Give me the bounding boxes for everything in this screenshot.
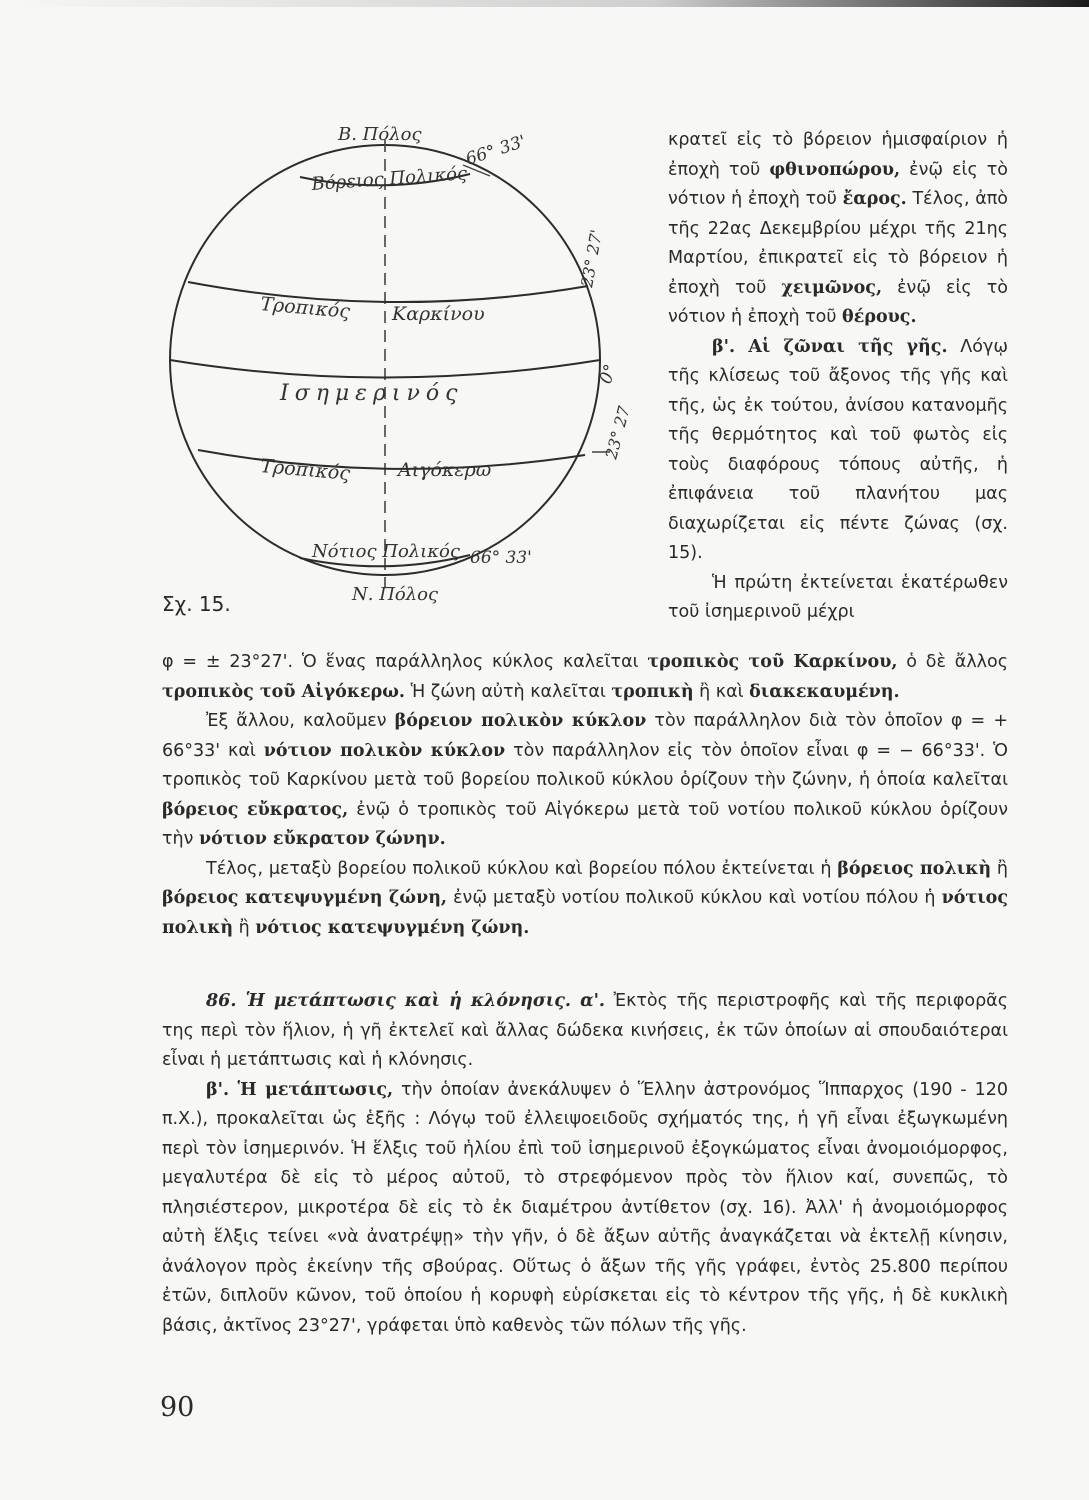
text-run: Ἐξ ἄλλου, καλοῦμεν [206, 711, 395, 731]
main-body-text [162, 648, 1008, 1341]
figure-15-globe-zones [140, 110, 660, 630]
text-run: ἢ καὶ [693, 681, 750, 702]
text-run: τὸν παράλληλον διὰ τὸν ὁποῖον φ = + 66°33' καὶ [162, 711, 1008, 761]
text-run: ἐνῷ εἰς τὸ νότιον ἡ ἐποχὴ τοῦ [668, 277, 1008, 327]
label-angle-0: 0° [595, 361, 622, 387]
paragraph-seasons [668, 126, 1008, 333]
label-angle-6633-bottom: 66° 33' [470, 548, 532, 568]
bold-term: βόρειος πολικὴ [837, 858, 992, 879]
label-south-pole: Ν. Πόλος [352, 584, 439, 605]
label-north-pole: Β. Πόλος [338, 124, 422, 145]
label-equator: Ισημερινός [280, 381, 464, 406]
paragraph-zones-intro [668, 333, 1008, 569]
text-run: ὁ δὲ ἄλλος [897, 652, 1009, 672]
bold-term: βόρειον πολικὸν κύκλον [394, 711, 647, 731]
text-run: Τέλος, ἀπὸ τῆς 22ας Δεκεμβρίου μέχρι τῆς 21ης Μαρτίου, ἐπικρατεῖ εἰς τὸ βόρειον ἡ ἐποχὴ τοῦ [668, 189, 1008, 298]
bold-term: ἔαρος. [842, 189, 907, 209]
label-tropic-capricorn-2: Αιγόκερω [398, 459, 492, 481]
bold-term: νότιον πολικὸν κύκλον [263, 740, 506, 761]
paragraph-first-zone-start: Ἡ πρώτη ἐκτείνεται ἑκατέρωθεν τοῦ ἰσημερινοῦ μέχρι [668, 572, 1008, 622]
label-north-polar: Βόρειος Πολικός [310, 163, 468, 195]
text-run: Τέλος, μεταξὺ βορείου πολικοῦ κύκλου καὶ βορείου πόλου ἐκτείνεται ἡ [206, 858, 838, 879]
bold-term: νότιον εὔκρατον ζώνην. [198, 829, 446, 849]
text-run: Ἡ ζώνη αὐτὴ καλεῖται [405, 681, 612, 702]
text-run: ἐνῷ μεταξὺ νοτίου πολικοῦ κύκλου καὶ νοτίου πόλου ἡ [447, 888, 942, 908]
subsection-heading: β'. Ἡ μετάπτωσις, [206, 1079, 394, 1100]
bold-term: φθινοπώρου, [769, 159, 901, 180]
subsection-heading: β'. Αἱ ζῶναι τῆς γῆς. [712, 336, 948, 357]
label-tropic-cancer-1: Τροπικός [259, 293, 351, 323]
paragraph-polar-zones [162, 855, 1008, 944]
paragraph-precession [162, 1076, 1008, 1342]
text-run: κρατεῖ εἰς τὸ βόρειον ἡμισφαίριον ἡ ἐποχὴ τοῦ [668, 130, 1008, 180]
bold-term: χειμῶνος, [781, 277, 883, 298]
page-number: 90 [160, 1392, 195, 1423]
bold-term: νότιος πολικὴ [162, 888, 1008, 938]
label-tropic-capricorn-1: Τροπικός [259, 455, 351, 485]
text-run: τὴν ὁποίαν ἀνεκάλυψεν ὁ Ἕλλην ἀστρονόμος Ἵππαρχος (190 - 120 π.Χ.), προκαλεῖται ὡς ἑξῆς : Λόγῳ τοῦ ἐλλειψοειδοῦς σχήματός της, ἡ γῆ εἶναι ἐξωγκωμένη περὶ τὸν ἰσημερινόν. Ἡ ἕλξις τοῦ ἡλίου ἐπὶ τοῦ ἰσημερινοῦ ἐξογκώματος εἶναι ἀνομοιόμορφος, μεγαλυτέρα δὲ εἰς τὸ μέρος αὐτοῦ, τὸ στρεφόμενον πρὸς τὸν ἥλιον καί, συνεπῶς, τὸ πλησιέστερον, μικροτέρα δὲ εἰς τὸ ἐκ διαμέτρου ἀντίθετον (σχ. 16). Ἀλλ' ἡ ἀνομοιόμορφος αὐτὴ ἕλξις τείνει «νὰ ἀνατρέψῃ» τὴν γῆν, ὁ δὲ ἄξων αὐτῆς ἀναγκάζεται νὰ ἐκτελῇ κίνησιν, ἀνάλογον πρὸς ἐκείνην τῆς σβούρας. Οὕτως ὁ ἄξων τῆς γῆς γράφει, ἐντὸς 25.800 περίπου ἐτῶν, διπλοῦν κῶνον, τοῦ ὁποίου ἡ κορυφὴ εὑρίσκεται εἰς τὸ κέντρον τῆς γῆς, ἡ δὲ κυκλικὴ βάσις, ἀκτῖνος 23°27', γράφεται ὑπὸ καθενὸς τῶν πόλων τῆς γῆς. [162, 1079, 1008, 1336]
section-heading: 86. Ἡ μετάπτωσις καὶ ἡ κλόνησις. α'. [206, 991, 606, 1011]
section-86 [162, 987, 1008, 1076]
label-angle-2327-bottom: 23° 27 [601, 404, 634, 462]
bold-term: νότιος κατεψυγμένη ζώνη. [255, 917, 530, 938]
label-angle-2327-top: 23° 27' [577, 228, 607, 289]
bold-term: τροπικὸς τοῦ Καρκίνου, [647, 652, 898, 672]
bold-term: τροπικὴ [611, 681, 694, 702]
text-run: τὸν παράλληλον εἰς τὸν ὁποῖον εἶναι φ = − 66°33'. Ὁ τροπικὸς τοῦ Καρκίνου μετὰ τοῦ βορείου πολικοῦ κύκλου ὁρίζουν τὴν ζώνην, ἡ ὁποία καλεῖται [162, 740, 1008, 790]
tropic-of-capricorn [198, 450, 585, 469]
right-column-text [668, 126, 1008, 628]
tropic-of-cancer [188, 282, 588, 302]
bold-term: διακεκαυμένη. [749, 681, 900, 702]
label-tropic-cancer-2: Καρκίνου [392, 303, 485, 325]
text-run: ἢ [233, 917, 256, 938]
text-run: Ἐκτὸς τῆς περιστροφῆς καὶ τῆς περιφορᾶς της περὶ τὸν ἥλιον, ἡ γῆ ἐκτελεῖ καὶ ἄλλας δώδεκα κινήσεις, ἐκ τῶν ὁποίων αἱ σπουδαιότεραι εἶναι ἡ μετάπτωσις καὶ ἡ κλόνησις. [162, 991, 1008, 1070]
globe-diagram [140, 110, 660, 630]
text-run: ἢ [991, 858, 1008, 879]
label-angle-6633-top: 66° 33' [463, 131, 529, 170]
bold-term: θέρους. [842, 307, 917, 327]
scan-edge [0, 0, 1089, 7]
bold-term: βόρειος κατεψυγμένη ζώνη, [162, 888, 448, 908]
paragraph-temperate-zones [162, 707, 1008, 855]
label-south-polar: Νότιος Πολικός [312, 541, 460, 562]
text-run: φ = ± 23°27'. Ὁ ἕνας παράλληλος κύκλος καλεῖται [162, 652, 648, 672]
figure-caption: Σχ. 15. [162, 592, 231, 616]
text-run: ἐνῷ ὁ τροπικὸς τοῦ Αἰγόκερω μετὰ τοῦ νοτίου πολικοῦ κύκλου ὁρίζουν τὴν [162, 799, 1008, 849]
bold-term: βόρειος εὔκρατος, [162, 799, 349, 820]
text-run: ἐνῷ εἰς τὸ νότιον ἡ ἐποχὴ τοῦ [668, 159, 1008, 209]
text-run: Λόγῳ τῆς κλίσεως τοῦ ἄξονος τῆς γῆς καὶ τῆς, ὡς ἐκ τούτου, ἀνίσου κατανομῆς τῆς θερμότητος καὶ τοῦ φωτὸς εἰς τοὺς διαφόρους τόπους αὐτῆς, ἡ ἐπιφάνεια τοῦ πλανήτου μας διαχωρίζεται εἰς πέντε ζώνας (σχ. 15). [668, 336, 1008, 563]
paragraph-tropical-zone [162, 648, 1008, 707]
bold-term: τροπικὸς τοῦ Αἰγόκερω. [162, 681, 406, 702]
